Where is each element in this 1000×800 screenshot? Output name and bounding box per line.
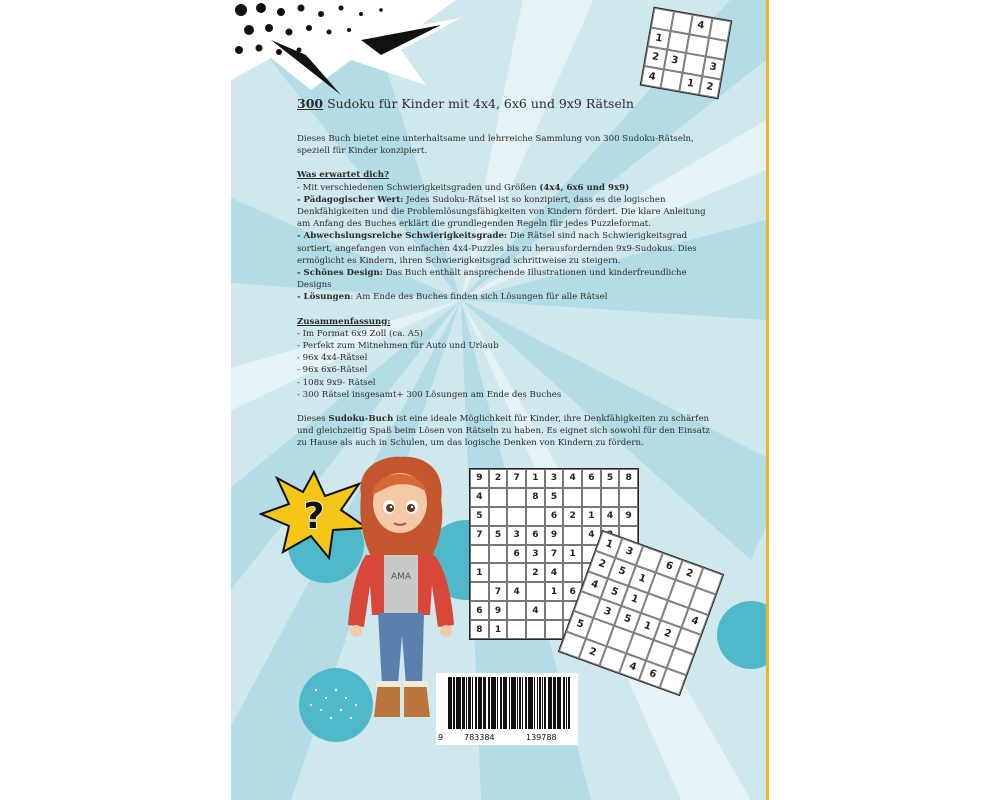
summary-item: - Perfekt zum Mitnehmen für Auto und Urlaub: [297, 341, 499, 352]
sudoku-cell: 1: [526, 469, 545, 488]
sudoku-cell: 2: [588, 551, 615, 578]
sudoku-cell: [507, 563, 526, 582]
summary-item: - 96x 4x4-Rätsel: [297, 353, 368, 364]
shirt-text: AMA: [390, 572, 412, 582]
sudoku-cell: [489, 545, 508, 564]
bullet-solutions: - Lösungen: Am Ende des Buches finden sich Lösungen für alle Rätsel: [297, 292, 608, 303]
sudoku-cell: 1: [628, 566, 655, 593]
sudoku-cell: 6: [545, 507, 564, 526]
sudoku-cell: [526, 507, 545, 526]
sudoku-cell: 1: [489, 620, 508, 639]
sudoku-cell: 1: [470, 563, 489, 582]
sudoku-cell: 5: [614, 606, 641, 633]
sudoku-cell: 3: [507, 526, 526, 545]
summary-item: - 300 Rätsel insgesamt+ 300 Lösungen am Ende des Buches: [297, 389, 562, 400]
sudoku-cell: 4: [601, 507, 620, 526]
sudoku-cell: 9: [619, 507, 638, 526]
bullet-sizes: - Mit verschiedenen Schwierigkeitsgraden und Größen (4x4, 6x6 und 9x9): [297, 182, 630, 193]
sudoku-cell: 3: [594, 598, 621, 625]
sudoku-cell: 1: [648, 27, 671, 50]
sudoku-cell: 4: [641, 65, 664, 88]
sudoku-cell: 1: [679, 72, 702, 95]
sudoku-cell: 2: [526, 563, 545, 582]
book-back-cover: [231, 0, 766, 800]
sudoku-cell: 5: [545, 488, 564, 507]
sudoku-cell: [507, 601, 526, 620]
sudoku-cell: 5: [566, 611, 593, 638]
barcode-bars: [436, 673, 578, 733]
sudoku-cell: 3: [615, 538, 642, 565]
summary-item: - Im Format 6x9 Zoll (ca. A5): [297, 328, 423, 339]
question-mark: ?: [303, 496, 325, 537]
sudoku-cell: 5: [489, 526, 508, 545]
sudoku-cell: 2: [644, 46, 667, 69]
sudoku-cell: 7: [545, 545, 564, 564]
sudoku-cell: [601, 488, 620, 507]
sudoku-cell: [563, 563, 582, 582]
sudoku-cell: 4: [619, 653, 646, 680]
sudoku-cell: 4: [681, 608, 708, 635]
sudoku-cell: [489, 488, 508, 507]
expect-heading: Was erwartet dich?: [297, 170, 389, 181]
barcode-group-2: 139788: [526, 733, 557, 742]
sudoku-cell: 2: [676, 560, 703, 587]
sudoku-cell: 9: [489, 601, 508, 620]
sudoku-cell: 1: [545, 582, 564, 601]
sudoku-cell: [526, 582, 545, 601]
sudoku-cell: 2: [698, 76, 721, 99]
sudoku-cell: 3: [545, 469, 564, 488]
book-spine-edge: [766, 0, 769, 800]
sudoku-cell: 1: [582, 507, 601, 526]
sudoku-cell: 4: [689, 15, 712, 38]
sudoku-cell: 7: [507, 469, 526, 488]
closing-paragraph: Dieses Sudoku-Buch ist eine ideale Möglichkeit für Kinder, ihre Denkfähigkeiten zu schärfen und gleichzeitig Spaß beim Lösen von Rätseln zu haben. Es eignet sich sowohl für den Einsatz zu Hause als auch in Schulen, um das logische Denken von Kindern zu fördern.: [297, 414, 710, 449]
sudoku-cell: 2: [489, 469, 508, 488]
bullet-pedagogic: - Pädagogischer Wert: Jedes Sudoku-Rätsel ist so konzipiert, dass es die logischen Denkfähigkeiten und die Problemlösungsfähigkeiten von Kindern fördert. Die klare Anleitung am Anfang des Buches erklärt die grundlegenden Regeln für jedes Puzzleformat.: [297, 194, 706, 230]
sudoku-cell: 5: [601, 469, 620, 488]
barcode-group-1: 783384: [464, 733, 495, 742]
sudoku-cell: 5: [470, 507, 489, 526]
sudoku-cell: 9: [545, 526, 564, 545]
sudoku-cell: 4: [563, 469, 582, 488]
sudoku-cell: 8: [619, 469, 638, 488]
sudoku-cell: 7: [470, 526, 489, 545]
sudoku-cell: [526, 620, 545, 639]
sudoku-cell: 8: [470, 620, 489, 639]
sudoku-cell: 5: [601, 578, 628, 605]
sudoku-cell: 3: [702, 56, 725, 79]
sudoku-cell: 5: [608, 558, 635, 585]
sudoku-cell: 6: [507, 545, 526, 564]
sudoku-cell: 6: [656, 553, 683, 580]
summary-heading: Zusammenfassung:: [297, 316, 391, 327]
sudoku-cell: [619, 488, 638, 507]
sudoku-cell: 9: [470, 469, 489, 488]
sudoku-cell: 4: [507, 582, 526, 601]
sudoku-cell: [507, 488, 526, 507]
barcode-digit-left: 9: [438, 733, 444, 742]
sudoku-cell: [582, 488, 601, 507]
sudoku-cell: 6: [526, 526, 545, 545]
sudoku-cell: 3: [526, 545, 545, 564]
sudoku-cell: 4: [526, 601, 545, 620]
sudoku-cell: 1: [595, 531, 622, 558]
sudoku-cell: 3: [663, 50, 686, 73]
sudoku-cell: [545, 620, 564, 639]
sudoku-cell: [470, 582, 489, 601]
sudoku-4x4-illustration: [640, 7, 733, 100]
sudoku-cell: 4: [582, 526, 601, 545]
intro-paragraph: Dieses Buch bietet eine unterhaltsame und lehrreiche Sammlung von 300 Sudoku-Rätseln, speziell für Kinder konzipiert.: [297, 134, 694, 157]
sudoku-cell: [563, 526, 582, 545]
sudoku-cell: 1: [634, 613, 661, 640]
sudoku-cell: 8: [526, 488, 545, 507]
isbn-barcode: [436, 673, 578, 745]
sudoku-cell: 7: [489, 582, 508, 601]
sudoku-cell: 2: [563, 507, 582, 526]
sudoku-cell: [489, 563, 508, 582]
sudoku-cell: 1: [563, 545, 582, 564]
sudoku-cell: 4: [581, 571, 608, 598]
book-title: 300 Sudoku für Kinder mit 4x4, 6x6 und 9x9 Rätseln: [297, 96, 634, 111]
sudoku-cell: 6: [639, 660, 666, 687]
sudoku-cell: [470, 545, 489, 564]
sudoku-cell: 6: [563, 582, 582, 601]
comic-burst-decoration: [231, 0, 471, 110]
sudoku-cell: 2: [579, 638, 606, 665]
sudoku-cell: 4: [545, 563, 564, 582]
bullet-difficulty: - Abwechslungsreiche Schwierigkeitsgrade: Die Rätsel sind nach Schwierigkeitsgrad sortiert, angefangen von einfachen 4x4-Puzzles bis zu herausfordernden 9x9-Sudokus. Dies ermöglicht es Kindern, ihren Schwierigkeitsgrad schrittweise zu steigern.: [297, 231, 697, 266]
cover-text-block: [297, 96, 717, 450]
sudoku-cell: [563, 488, 582, 507]
sudoku-cell: [489, 507, 508, 526]
sudoku-cell: [545, 601, 564, 620]
sudoku-cell: [507, 507, 526, 526]
sudoku-cell: 6: [582, 469, 601, 488]
sudoku-cell: 4: [470, 488, 489, 507]
sudoku-cell: [507, 620, 526, 639]
sudoku-cell: 2: [654, 620, 681, 647]
summary-item: - 96x 6x6-Rätsel: [297, 365, 368, 376]
sudoku-cell: 6: [470, 601, 489, 620]
sudoku-cell: 1: [621, 586, 648, 613]
bullet-design: - Schönes Design: Das Buch enthält ansprechende Illustrationen und kinderfreundliche Designs: [297, 268, 687, 291]
summary-item: - 108x 9x9- Rätsel: [297, 377, 376, 388]
